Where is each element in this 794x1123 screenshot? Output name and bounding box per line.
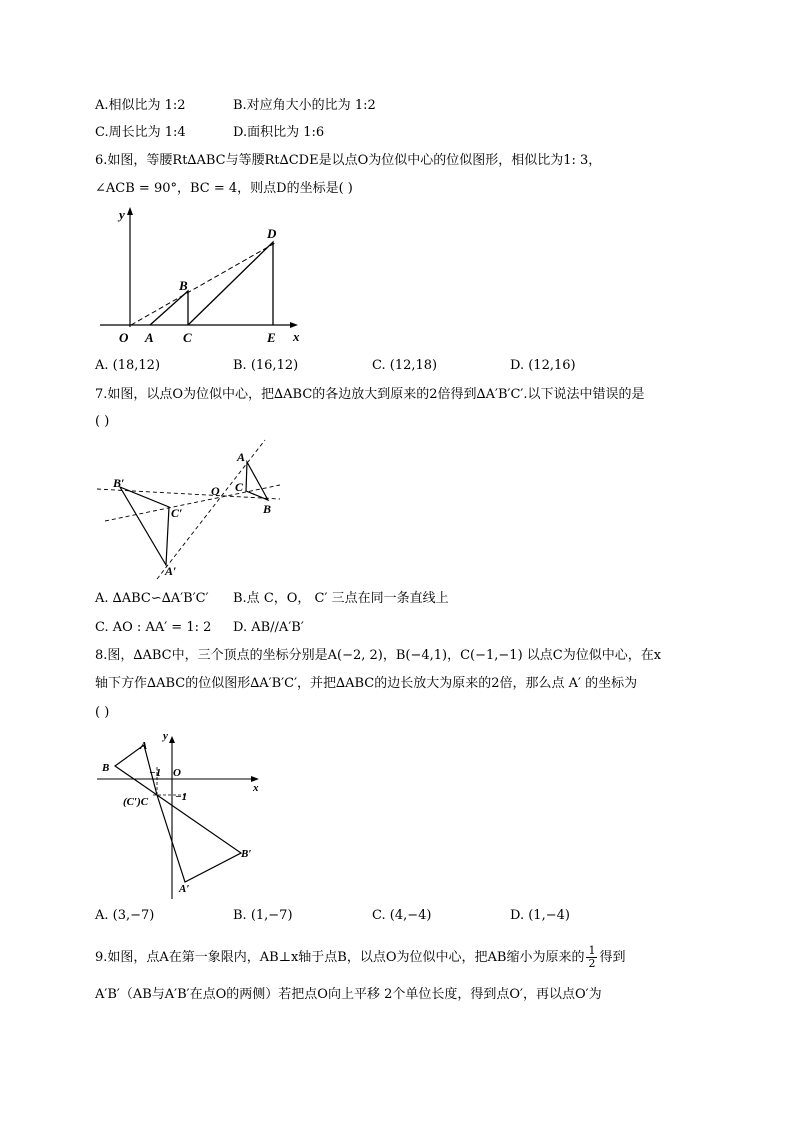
- q8-label-b: B: [102, 762, 110, 774]
- q7-option-b: B.点 C，O， C′ 三点在同一条直线上: [233, 591, 449, 606]
- q8-label-c: (C′)C: [123, 796, 149, 808]
- q6-label-b: B: [179, 278, 188, 293]
- q6-label-c: C: [183, 330, 192, 345]
- q8-label-a: A: [140, 740, 148, 752]
- q8-stem-line3: ( ): [95, 705, 110, 720]
- q9-stem-line2: A′B′（AB与A′B′在点O的两侧）若把点O向上平移 2个单位长度，得到点O′，再以点O′为: [95, 987, 602, 1002]
- q6-option-b: B. (16,12): [233, 358, 299, 373]
- q6-option-a: A. (18,12): [95, 358, 161, 373]
- q7-label-b: B: [263, 502, 272, 516]
- q5-option-a: A.相似比为 1:2: [95, 98, 186, 113]
- q8-option-d: D. (1,−4): [510, 908, 570, 923]
- q7-triangle-a1b1c1: [120, 487, 169, 565]
- q6-label-d: D: [267, 226, 277, 241]
- q6-label-x: x: [293, 329, 300, 344]
- q7-triangle-abc: [246, 462, 268, 500]
- q8-label-y: y: [163, 730, 168, 742]
- q8-label-y-minus1: −1: [175, 791, 188, 803]
- q6-x-arrow: [290, 322, 298, 328]
- q9-stem-line1: [95, 945, 625, 970]
- q9-stem-line1-b: 得到: [599, 950, 626, 965]
- q5-option-c: C.周长比为 1:4: [95, 125, 186, 140]
- q7-option-a: A. ∆ABC∽∆A′B′C′: [95, 591, 209, 606]
- q7-label-b1: B′: [113, 476, 125, 490]
- q6-option-c: C. (12,18): [372, 358, 438, 373]
- q8-stem-line2: 轴下方作∆ABC的位似图形∆A′B′C′，并把∆ABC的边长放大为原来的2倍，那么点 A′ 的坐标为: [95, 676, 638, 691]
- q7-figure: [95, 437, 295, 582]
- q8-label-x-minus1: −1: [149, 767, 162, 779]
- q6-figure: [95, 205, 310, 345]
- q5-option-b: B.对应角大小的比为 1:2: [233, 98, 376, 113]
- q7-label-o: O: [211, 484, 220, 498]
- q7-label-c1: C′: [171, 506, 183, 520]
- q7-label-c: C: [235, 480, 244, 494]
- q6-label-a: A: [145, 330, 154, 345]
- q8-label-x: x: [253, 782, 259, 794]
- q6-stem-line1: 6.如图，等腰Rt∆ABC与等腰Rt∆CDE是以点O为位似中心的位似图形，相似比为1: 3，: [95, 153, 602, 168]
- q8-y-arrow: [169, 736, 175, 743]
- q7-option-c: C. AO : AA′ = 1: 2: [95, 620, 212, 635]
- q8-option-c: C. (4,−4): [372, 908, 432, 923]
- q6-dashed-line: [131, 243, 275, 325]
- q7-label-a: A: [237, 450, 246, 464]
- q6-label-o: O: [119, 330, 129, 345]
- q8-label-b1: B′: [241, 848, 252, 860]
- q6-option-d: D. (12,16): [510, 358, 576, 373]
- q6-label-y: y: [119, 207, 125, 222]
- q8-triangle-a1b1c1: [157, 795, 241, 882]
- q7-stem-line2: ( ): [95, 414, 110, 429]
- q7-option-d: D. AB//A′B′: [233, 620, 304, 635]
- q9-fraction-denominator: 2: [588, 957, 596, 970]
- q8-label-o: O: [173, 767, 181, 779]
- q8-stem-line1: 8.图，∆ABC中，三个顶点的坐标分别是A(−2, 2)，B(−4,1)，C(−1,−1) 以点C为位似中心，在x: [95, 648, 662, 663]
- q6-triangle-cde: [188, 242, 273, 325]
- q6-triangle-abc: [150, 291, 188, 325]
- q8-figure: [95, 727, 270, 902]
- q5-option-d: D.面积比为 1:6: [233, 125, 325, 140]
- q7-stem-line1: 7.如图，以点O为位似中心，把∆ABC的各边放大到原来的2倍得到∆A′B′C′.以下说法中错误的是: [95, 387, 645, 402]
- q8-option-a: A. (3,−7): [95, 908, 155, 923]
- q8-option-b: B. (1,−7): [233, 908, 293, 923]
- q9-fraction: [586, 945, 597, 970]
- q7-dashed-line-2: [105, 485, 280, 521]
- q6-stem-line2: ∠ACB = 90°，BC = 4，则点D的坐标是( ): [95, 181, 353, 196]
- q7-label-a1: A′: [165, 564, 177, 578]
- q8-label-a1: A′: [179, 883, 190, 895]
- q6-label-e: E: [267, 330, 276, 345]
- q9-stem-line1-a: 9.如图，点A在第一象限内，AB⊥x轴于点B，以点O为位似中心，把AB缩小为原来的: [95, 950, 585, 965]
- q6-y-arrow: [127, 207, 133, 215]
- q9-fraction-numerator: 1: [588, 944, 596, 957]
